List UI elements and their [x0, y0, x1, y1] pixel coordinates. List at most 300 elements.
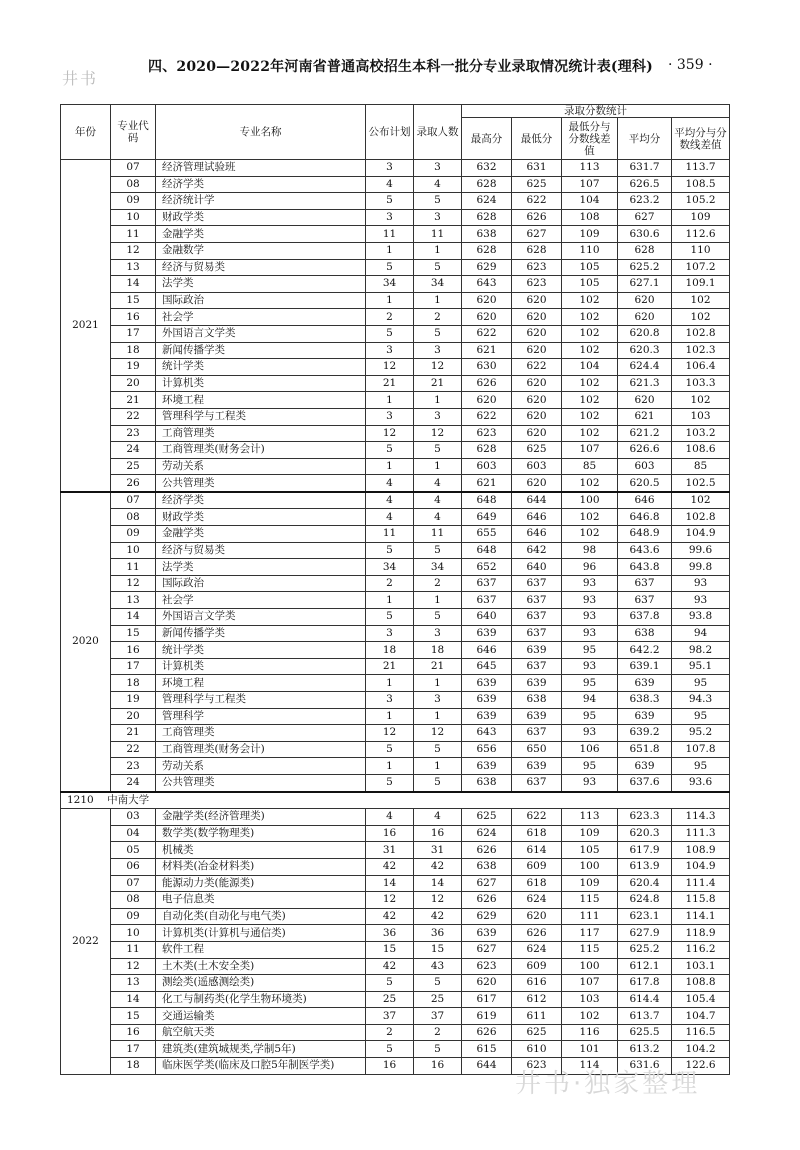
- col-avg: 平均分: [618, 118, 672, 160]
- col-plan: 公布计划: [366, 105, 414, 160]
- min-diff-cell: 113: [562, 809, 618, 826]
- avg-diff-cell: 98.2: [672, 642, 730, 659]
- max-cell: 621: [462, 342, 512, 359]
- table-row: [61, 908, 730, 925]
- avg-diff-cell: 122.6: [672, 1058, 730, 1075]
- col-score-group: 录取分数统计: [462, 105, 730, 118]
- admitted-cell: 4: [414, 809, 462, 826]
- avg-cell: 639: [618, 708, 672, 725]
- admitted-cell: 18: [414, 642, 462, 659]
- col-year: 年份: [61, 105, 111, 160]
- plan-cell: 3: [366, 408, 414, 425]
- plan-cell: 5: [366, 609, 414, 626]
- code-cell: 16: [111, 642, 156, 659]
- min-diff-cell: 95: [562, 675, 618, 692]
- avg-diff-cell: 99.8: [672, 559, 730, 576]
- code-cell: 10: [111, 542, 156, 559]
- min-diff-cell: 93: [562, 609, 618, 626]
- avg-cell: 631.6: [618, 1058, 672, 1075]
- avg-cell: 620.3: [618, 825, 672, 842]
- min-cell: 627: [512, 226, 562, 243]
- avg-cell: 603: [618, 458, 672, 475]
- avg-cell: 623.1: [618, 908, 672, 925]
- avg-cell: 626.5: [618, 176, 672, 193]
- admitted-cell: 5: [414, 609, 462, 626]
- code-cell: 17: [111, 658, 156, 675]
- name-cell: 管理科学: [156, 708, 366, 725]
- admitted-cell: 5: [414, 542, 462, 559]
- page-title: 四、2020—2022年河南省普通高校招生本科一批分专业录取情况统计表(理科): [148, 59, 653, 75]
- name-cell: 劳动关系: [156, 758, 366, 775]
- admitted-cell: 14: [414, 875, 462, 892]
- table-row: [61, 392, 730, 409]
- name-cell: 统计学类: [156, 642, 366, 659]
- code-cell: 13: [111, 259, 156, 276]
- min-diff-cell: 95: [562, 758, 618, 775]
- table-row: [61, 758, 730, 775]
- table-row: [61, 892, 730, 909]
- max-cell: 620: [462, 292, 512, 309]
- avg-diff-cell: 103.1: [672, 958, 730, 975]
- avg-diff-cell: 114.3: [672, 809, 730, 826]
- avg-diff-cell: 116.5: [672, 1024, 730, 1041]
- plan-cell: 1: [366, 592, 414, 609]
- code-cell: 07: [111, 492, 156, 509]
- min-cell: 620: [512, 325, 562, 342]
- avg-diff-cell: 103.2: [672, 425, 730, 442]
- name-cell: 新闻传播学类: [156, 342, 366, 359]
- table-row: [61, 408, 730, 425]
- min-diff-cell: 100: [562, 858, 618, 875]
- table-row: [61, 625, 730, 642]
- min-cell: 623: [512, 276, 562, 293]
- avg-cell: 639: [618, 758, 672, 775]
- code-cell: 21: [111, 725, 156, 742]
- school-code: 1210: [67, 793, 94, 806]
- min-cell: 625: [512, 442, 562, 459]
- min-diff-cell: 93: [562, 625, 618, 642]
- max-cell: 639: [462, 625, 512, 642]
- name-cell: 工商管理类(财务会计): [156, 442, 366, 459]
- code-cell: 14: [111, 609, 156, 626]
- code-cell: 08: [111, 176, 156, 193]
- plan-cell: 5: [366, 1041, 414, 1058]
- name-cell: 电子信息类: [156, 892, 366, 909]
- avg-cell: 630.6: [618, 226, 672, 243]
- table-row: [61, 825, 730, 842]
- min-diff-cell: 103: [562, 991, 618, 1008]
- avg-cell: 621.3: [618, 375, 672, 392]
- avg-cell: 623.3: [618, 809, 672, 826]
- min-cell: 637: [512, 725, 562, 742]
- avg-cell: 613.7: [618, 1008, 672, 1025]
- max-cell: 637: [462, 592, 512, 609]
- max-cell: 627: [462, 875, 512, 892]
- admitted-cell: 2: [414, 1024, 462, 1041]
- plan-cell: 1: [366, 242, 414, 259]
- max-cell: 652: [462, 559, 512, 576]
- min-cell: 620: [512, 908, 562, 925]
- code-cell: 14: [111, 991, 156, 1008]
- code-cell: 09: [111, 193, 156, 210]
- min-diff-cell: 100: [562, 492, 618, 509]
- avg-cell: 637: [618, 575, 672, 592]
- min-diff-cell: 102: [562, 1008, 618, 1025]
- name-cell: 金融学类: [156, 526, 366, 543]
- avg-cell: 638.3: [618, 692, 672, 709]
- avg-diff-cell: 109.1: [672, 276, 730, 293]
- table-row: [61, 193, 730, 210]
- min-diff-cell: 102: [562, 375, 618, 392]
- min-diff-cell: 109: [562, 825, 618, 842]
- admitted-cell: 1: [414, 458, 462, 475]
- code-cell: 13: [111, 592, 156, 609]
- avg-cell: 620.4: [618, 875, 672, 892]
- max-cell: 643: [462, 276, 512, 293]
- admitted-cell: 5: [414, 325, 462, 342]
- max-cell: 638: [462, 226, 512, 243]
- admitted-cell: 36: [414, 925, 462, 942]
- min-diff-cell: 113: [562, 160, 618, 177]
- admitted-cell: 5: [414, 442, 462, 459]
- avg-cell: 612.1: [618, 958, 672, 975]
- avg-diff-cell: 93.8: [672, 609, 730, 626]
- name-cell: 机械类: [156, 842, 366, 859]
- admitted-cell: 15: [414, 941, 462, 958]
- code-cell: 18: [111, 675, 156, 692]
- code-cell: 03: [111, 809, 156, 826]
- name-cell: 公共管理类: [156, 774, 366, 791]
- max-cell: 629: [462, 908, 512, 925]
- avg-diff-cell: 94: [672, 625, 730, 642]
- min-cell: 609: [512, 958, 562, 975]
- max-cell: 648: [462, 542, 512, 559]
- code-cell: 18: [111, 342, 156, 359]
- table-row: [61, 592, 730, 609]
- min-cell: 603: [512, 458, 562, 475]
- code-cell: 26: [111, 475, 156, 492]
- name-cell: 经济统计学: [156, 193, 366, 210]
- school-section-row: [61, 792, 730, 809]
- avg-cell: 620.8: [618, 325, 672, 342]
- max-cell: 639: [462, 758, 512, 775]
- avg-diff-cell: 102: [672, 392, 730, 409]
- min-diff-cell: 102: [562, 392, 618, 409]
- plan-cell: 14: [366, 875, 414, 892]
- code-cell: 11: [111, 226, 156, 243]
- admitted-cell: 43: [414, 958, 462, 975]
- avg-diff-cell: 102.8: [672, 509, 730, 526]
- max-cell: 646: [462, 642, 512, 659]
- plan-cell: 11: [366, 226, 414, 243]
- max-cell: 623: [462, 958, 512, 975]
- table-row: [61, 1024, 730, 1041]
- min-diff-cell: 116: [562, 1024, 618, 1041]
- max-cell: 620: [462, 309, 512, 326]
- max-cell: 624: [462, 193, 512, 210]
- code-cell: 22: [111, 408, 156, 425]
- name-cell: 交通运输类: [156, 1008, 366, 1025]
- code-cell: 17: [111, 325, 156, 342]
- min-cell: 610: [512, 1041, 562, 1058]
- avg-diff-cell: 110: [672, 242, 730, 259]
- min-cell: 620: [512, 292, 562, 309]
- avg-cell: 627: [618, 209, 672, 226]
- col-avg-diff: 平均分与分数线差值: [672, 118, 730, 160]
- admitted-cell: 5: [414, 1041, 462, 1058]
- max-cell: 621: [462, 475, 512, 492]
- avg-cell: 625.2: [618, 259, 672, 276]
- name-cell: 土木类(土木安全类): [156, 958, 366, 975]
- name-cell: 管理科学与工程类: [156, 692, 366, 709]
- min-diff-cell: 109: [562, 226, 618, 243]
- table-row: [61, 342, 730, 359]
- plan-cell: 42: [366, 858, 414, 875]
- code-cell: 15: [111, 625, 156, 642]
- plan-cell: 34: [366, 276, 414, 293]
- min-cell: 625: [512, 1024, 562, 1041]
- admitted-cell: 3: [414, 209, 462, 226]
- admitted-cell: 37: [414, 1008, 462, 1025]
- avg-cell: 643.6: [618, 542, 672, 559]
- avg-diff-cell: 104.7: [672, 1008, 730, 1025]
- plan-cell: 3: [366, 625, 414, 642]
- code-cell: 09: [111, 908, 156, 925]
- plan-cell: 5: [366, 442, 414, 459]
- avg-cell: 631.7: [618, 160, 672, 177]
- admitted-cell: 12: [414, 892, 462, 909]
- admitted-cell: 3: [414, 342, 462, 359]
- admitted-cell: 11: [414, 226, 462, 243]
- plan-cell: 2: [366, 575, 414, 592]
- plan-cell: 4: [366, 809, 414, 826]
- plan-cell: 1: [366, 458, 414, 475]
- admitted-cell: 21: [414, 658, 462, 675]
- admitted-cell: 1: [414, 292, 462, 309]
- avg-diff-cell: 104.9: [672, 858, 730, 875]
- name-cell: 环境工程: [156, 675, 366, 692]
- max-cell: 639: [462, 925, 512, 942]
- min-diff-cell: 101: [562, 1041, 618, 1058]
- name-cell: 工商管理类: [156, 425, 366, 442]
- plan-cell: 5: [366, 193, 414, 210]
- plan-cell: 5: [366, 259, 414, 276]
- code-cell: 25: [111, 458, 156, 475]
- code-cell: 12: [111, 575, 156, 592]
- min-cell: 628: [512, 242, 562, 259]
- year-cell: 2020: [61, 492, 111, 792]
- admitted-cell: 5: [414, 259, 462, 276]
- name-cell: 统计学类: [156, 359, 366, 376]
- watermark: 井书·独家整理: [515, 1069, 701, 1099]
- avg-cell: 614.4: [618, 991, 672, 1008]
- admitted-cell: 12: [414, 425, 462, 442]
- max-cell: 644: [462, 1058, 512, 1075]
- min-diff-cell: 106: [562, 741, 618, 758]
- min-cell: 616: [512, 975, 562, 992]
- code-cell: 17: [111, 1041, 156, 1058]
- min-cell: 620: [512, 425, 562, 442]
- name-cell: 金融数学: [156, 242, 366, 259]
- min-cell: 623: [512, 259, 562, 276]
- min-diff-cell: 114: [562, 1058, 618, 1075]
- plan-cell: 16: [366, 1058, 414, 1075]
- max-cell: 615: [462, 1041, 512, 1058]
- plan-cell: 1: [366, 292, 414, 309]
- min-diff-cell: 104: [562, 359, 618, 376]
- avg-diff-cell: 95: [672, 708, 730, 725]
- table-row: [61, 925, 730, 942]
- plan-cell: 12: [366, 425, 414, 442]
- code-cell: 23: [111, 425, 156, 442]
- avg-cell: 613.9: [618, 858, 672, 875]
- max-cell: 655: [462, 526, 512, 543]
- col-code: 专业代码: [111, 105, 156, 160]
- min-cell: 611: [512, 1008, 562, 1025]
- table-row: [61, 609, 730, 626]
- min-diff-cell: 93: [562, 725, 618, 742]
- code-cell: 19: [111, 359, 156, 376]
- min-diff-cell: 117: [562, 925, 618, 942]
- name-cell: 测绘类(遥感测绘类): [156, 975, 366, 992]
- name-cell: 金融学类(经济管理类): [156, 809, 366, 826]
- max-cell: 626: [462, 892, 512, 909]
- avg-diff-cell: 108.9: [672, 842, 730, 859]
- min-cell: 620: [512, 342, 562, 359]
- avg-diff-cell: 95.1: [672, 658, 730, 675]
- min-diff-cell: 95: [562, 708, 618, 725]
- plan-cell: 1: [366, 675, 414, 692]
- col-name: 专业名称: [156, 105, 366, 160]
- avg-cell: 621: [618, 408, 672, 425]
- plan-cell: 4: [366, 492, 414, 509]
- admitted-cell: 34: [414, 276, 462, 293]
- table-row: [61, 292, 730, 309]
- name-cell: 外国语言文学类: [156, 609, 366, 626]
- max-cell: 639: [462, 708, 512, 725]
- admitted-cell: 4: [414, 492, 462, 509]
- name-cell: 法学类: [156, 559, 366, 576]
- table-row: [61, 276, 730, 293]
- avg-cell: 617.8: [618, 975, 672, 992]
- avg-cell: 624.8: [618, 892, 672, 909]
- name-cell: 社会学: [156, 592, 366, 609]
- plan-cell: 36: [366, 925, 414, 942]
- min-diff-cell: 102: [562, 408, 618, 425]
- min-cell: 609: [512, 858, 562, 875]
- max-cell: 643: [462, 725, 512, 742]
- avg-diff-cell: 115.8: [672, 892, 730, 909]
- table-row: [61, 442, 730, 459]
- avg-diff-cell: 102: [672, 292, 730, 309]
- code-cell: 16: [111, 1024, 156, 1041]
- min-diff-cell: 104: [562, 193, 618, 210]
- code-cell: 11: [111, 941, 156, 958]
- name-cell: 计算机类: [156, 375, 366, 392]
- avg-cell: 648.9: [618, 526, 672, 543]
- table-row: [61, 176, 730, 193]
- name-cell: 新闻传播学类: [156, 625, 366, 642]
- min-diff-cell: 93: [562, 592, 618, 609]
- plan-cell: 1: [366, 708, 414, 725]
- min-cell: 626: [512, 925, 562, 942]
- min-cell: 638: [512, 692, 562, 709]
- min-diff-cell: 93: [562, 774, 618, 791]
- min-cell: 639: [512, 642, 562, 659]
- avg-diff-cell: 106.4: [672, 359, 730, 376]
- avg-diff-cell: 95.2: [672, 725, 730, 742]
- name-cell: 化工与制药类(化学生物环境类): [156, 991, 366, 1008]
- brand-logo: 井书: [62, 69, 99, 88]
- avg-diff-cell: 109: [672, 209, 730, 226]
- admitted-cell: 1: [414, 392, 462, 409]
- col-min-diff: 最低分与分数线差值: [562, 118, 618, 160]
- code-cell: 08: [111, 892, 156, 909]
- avg-diff-cell: 107.2: [672, 259, 730, 276]
- table-row: [61, 774, 730, 791]
- avg-diff-cell: 94.3: [672, 692, 730, 709]
- avg-cell: 639.2: [618, 725, 672, 742]
- plan-cell: 5: [366, 741, 414, 758]
- name-cell: 法学类: [156, 276, 366, 293]
- min-cell: 637: [512, 625, 562, 642]
- admitted-cell: 3: [414, 625, 462, 642]
- admitted-cell: 1: [414, 708, 462, 725]
- plan-cell: 11: [366, 526, 414, 543]
- admitted-cell: 16: [414, 825, 462, 842]
- admission-table: [60, 104, 730, 1075]
- avg-cell: 639.1: [618, 658, 672, 675]
- avg-cell: 625.5: [618, 1024, 672, 1041]
- min-diff-cell: 105: [562, 259, 618, 276]
- admitted-cell: 1: [414, 675, 462, 692]
- avg-diff-cell: 111.4: [672, 875, 730, 892]
- plan-cell: 5: [366, 325, 414, 342]
- avg-diff-cell: 118.9: [672, 925, 730, 942]
- min-diff-cell: 102: [562, 309, 618, 326]
- name-cell: 工商管理类(财务会计): [156, 741, 366, 758]
- name-cell: 管理科学与工程类: [156, 408, 366, 425]
- min-diff-cell: 93: [562, 658, 618, 675]
- year-cell: 2021: [61, 160, 111, 492]
- avg-cell: 627.9: [618, 925, 672, 942]
- name-cell: 建筑类(建筑城规类,学制5年): [156, 1041, 366, 1058]
- min-diff-cell: 107: [562, 975, 618, 992]
- max-cell: 622: [462, 325, 512, 342]
- avg-cell: 624.4: [618, 359, 672, 376]
- admitted-cell: 4: [414, 509, 462, 526]
- avg-cell: 646.8: [618, 509, 672, 526]
- avg-diff-cell: 99.6: [672, 542, 730, 559]
- code-cell: 22: [111, 741, 156, 758]
- min-diff-cell: 102: [562, 325, 618, 342]
- min-diff-cell: 108: [562, 209, 618, 226]
- table-row: [61, 991, 730, 1008]
- plan-cell: 15: [366, 941, 414, 958]
- table-row: [61, 1008, 730, 1025]
- name-cell: 工商管理类: [156, 725, 366, 742]
- name-cell: 经济学类: [156, 176, 366, 193]
- code-cell: 11: [111, 559, 156, 576]
- name-cell: 公共管理类: [156, 475, 366, 492]
- min-cell: 631: [512, 160, 562, 177]
- min-diff-cell: 102: [562, 292, 618, 309]
- table-row: [61, 475, 730, 492]
- max-cell: 620: [462, 975, 512, 992]
- code-cell: 10: [111, 209, 156, 226]
- min-cell: 646: [512, 526, 562, 543]
- table-row: [61, 309, 730, 326]
